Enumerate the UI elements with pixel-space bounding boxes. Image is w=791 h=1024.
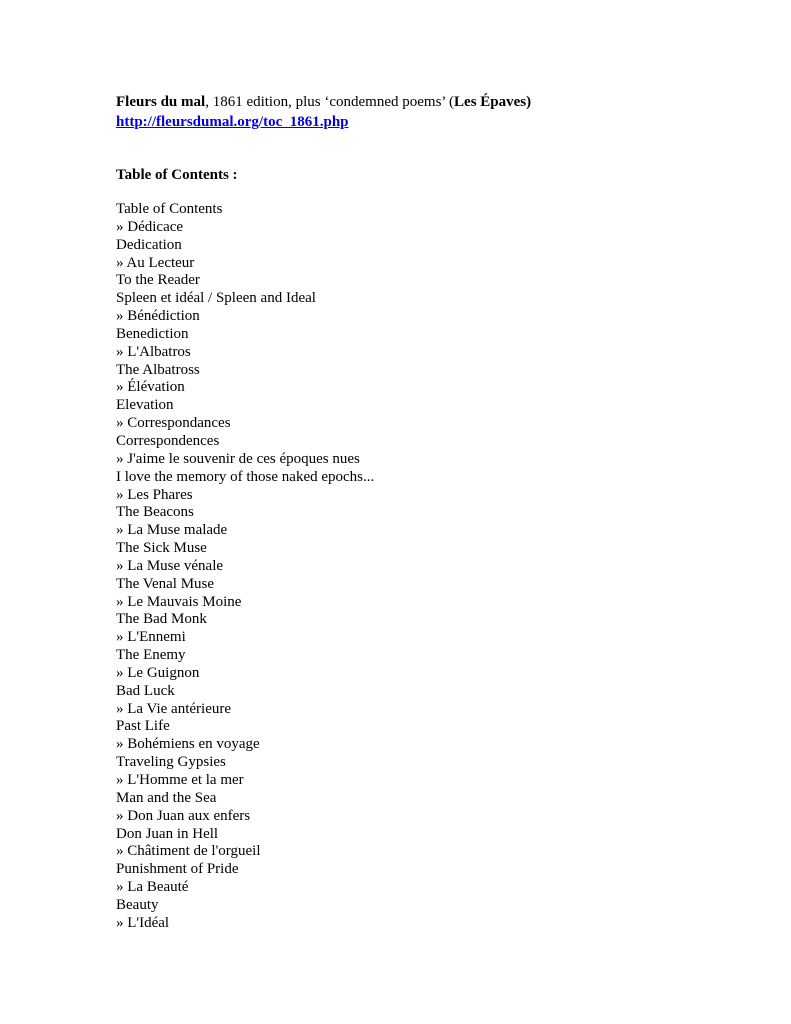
toc-entry: Elevation xyxy=(116,397,174,414)
document-page xyxy=(116,92,756,933)
url-line xyxy=(116,112,756,132)
toc-entry: Dedication xyxy=(116,236,182,253)
toc-entry: Punishment of Pride xyxy=(116,861,239,878)
toc-entry: The Venal Muse xyxy=(116,575,215,592)
toc-entry: Don Juan in Hell xyxy=(116,825,219,842)
toc-entry: » J'aime le souvenir de ces époques nues xyxy=(116,450,360,467)
toc-entry: » Correspondances xyxy=(116,415,231,432)
toc-entry: The Bad Monk xyxy=(116,611,207,628)
toc-entry: Traveling Gypsies xyxy=(116,754,226,771)
title-bold: Fleurs du mal xyxy=(116,94,206,110)
toc-entry: Table of Contents xyxy=(116,201,223,217)
toc-entry: » Bohémiens en voyage xyxy=(116,736,260,753)
toc-heading: Table of Contents : xyxy=(116,167,238,183)
toc-entry: » L'Idéal xyxy=(116,914,170,931)
toc-entry: » L'Albatros xyxy=(116,343,191,360)
toc-entry: » Le Mauvais Moine xyxy=(116,593,242,610)
toc-entry: » Bénédiction xyxy=(116,308,200,325)
toc-entry: To the Reader xyxy=(116,272,200,289)
toc-entry: » L'Homme et la mer xyxy=(116,772,244,788)
toc-entry: » Don Juan aux enfers xyxy=(116,807,251,824)
toc-entry: Bad Luck xyxy=(116,682,175,699)
toc-entry: Benediction xyxy=(116,325,189,342)
toc-entry: » Dédicace xyxy=(116,218,184,235)
toc-entry: The Sick Muse xyxy=(116,540,207,557)
spacer xyxy=(116,185,756,201)
toc-entry: Past Life xyxy=(116,718,170,735)
toc-entry: » La Beauté xyxy=(116,879,189,896)
toc-entry: The Beacons xyxy=(116,504,194,521)
toc-entry: » La Muse vénale xyxy=(116,557,224,574)
toc-entry: » L'Ennemi xyxy=(116,629,186,646)
spacer xyxy=(116,132,756,165)
title-bold-epaves: Les Épaves) xyxy=(454,94,532,110)
toc-entry: Man and the Sea xyxy=(116,789,217,806)
toc-entry: I love the memory of those naked epochs... xyxy=(116,468,375,485)
document-title xyxy=(116,92,756,112)
toc-entry: Correspondences xyxy=(116,432,220,449)
toc-entry: » Élévation xyxy=(116,379,185,396)
source-url-link[interactable]: http://fleursdumal.org/toc_1861.php xyxy=(116,114,349,130)
toc-entry: Beauty xyxy=(116,896,159,913)
toc-list xyxy=(116,201,756,933)
toc-entry: » Le Guignon xyxy=(116,664,200,681)
toc-entry: » La Muse malade xyxy=(116,522,228,539)
toc-entry: » Au Lecteur xyxy=(116,254,195,271)
toc-entry: » Les Phares xyxy=(116,486,193,503)
toc-entry: » Châtiment de l'orgueil xyxy=(116,843,261,860)
toc-entry: » La Vie antérieure xyxy=(116,700,232,717)
title-rest: , 1861 edition, plus ‘condemned poems’ ( xyxy=(205,94,455,110)
toc-entry: Spleen et idéal / Spleen and Ideal xyxy=(116,290,316,307)
toc-entry: The Albatross xyxy=(116,361,200,378)
toc-entry: The Enemy xyxy=(116,647,186,664)
